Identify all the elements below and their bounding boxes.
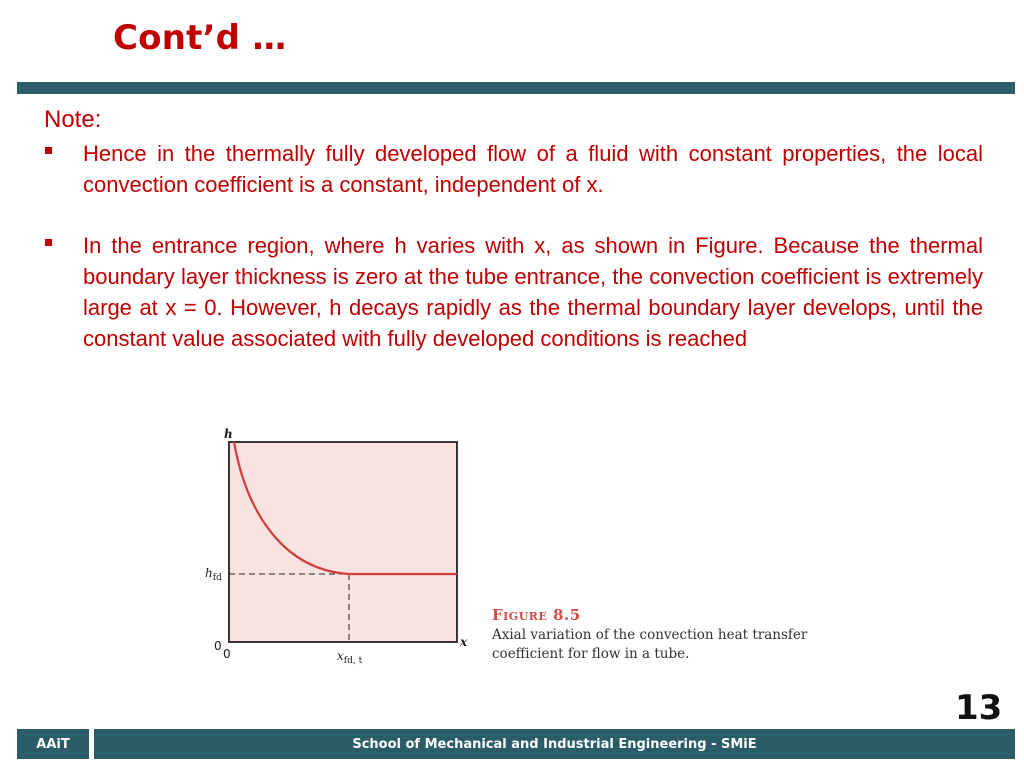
bullet-text: Hence in the thermally fully developed flow of a fluid with constant properties, the local convection coefficient is a constant, independent of x. — [83, 141, 983, 197]
bullet-text: In the entrance region, where h varies with x, as shown in Figure. Because the thermal boundary layer thickness is zero at the tube entrance, the convection coefficient is extremely large at x = 0. However, h decays rapidly as the thermal boundary layer develops, until the constant value associated with fully developed conditions is reached — [83, 233, 983, 351]
bullet-item — [45, 230, 983, 354]
slide-title: Cont’d … — [113, 18, 287, 58]
x-axis-label: x — [460, 635, 468, 649]
footer-school: School of Mechanical and Industrial Engineering - SMiE — [94, 729, 1015, 759]
figure-caption-label: Figure 8.5 — [492, 606, 581, 624]
x-origin-label: 0 — [223, 647, 231, 661]
footer-institution: AAiT — [17, 729, 89, 759]
y-axis-label: h — [224, 427, 233, 441]
figure-caption — [492, 606, 822, 664]
square-bullet-icon — [45, 147, 52, 154]
figure-caption-text: Axial variation of the convection heat transfer coefficient for flow in a tube. — [492, 627, 808, 662]
plot-area — [229, 442, 457, 642]
bullet-item — [45, 138, 983, 200]
xfd-label: $x_{fd, t}$ — [337, 649, 363, 666]
heat-transfer-figure — [195, 420, 485, 670]
square-bullet-icon — [45, 239, 52, 246]
header-divider-bar — [17, 82, 1015, 94]
y-origin-label: 0 — [214, 639, 222, 653]
hfd-label: $h_{fd}$ — [205, 566, 222, 583]
note-label: Note: — [44, 106, 102, 133]
page-number: 13 — [955, 688, 1003, 728]
